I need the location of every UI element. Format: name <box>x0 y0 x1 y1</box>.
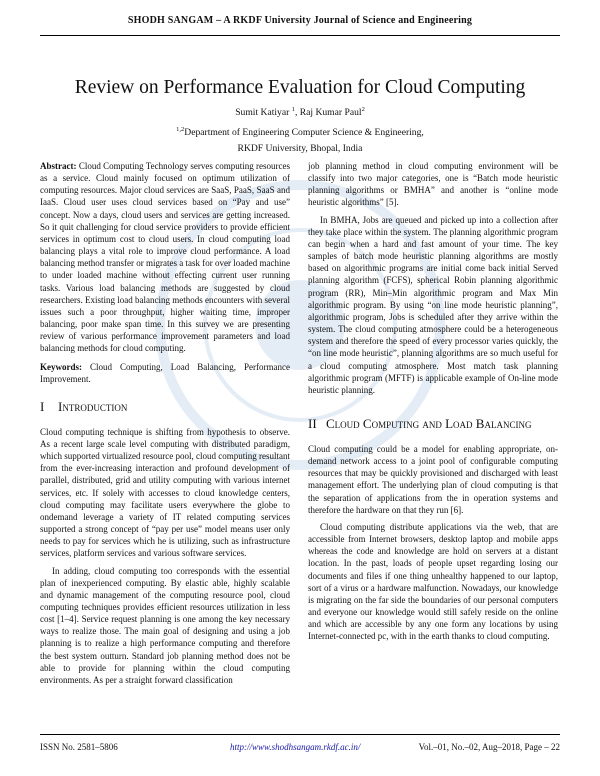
footer-url-link[interactable]: http://www.shodhsangam.rkdf.ac.in/ <box>230 742 361 752</box>
author-2: , Raj Kumar Paul <box>294 107 362 119</box>
keywords <box>40 361 290 385</box>
affiliation-line-2: RKDF University, Bhopal, India <box>237 143 363 155</box>
author-1-sup: 1 <box>291 106 295 113</box>
abstract-text: Cloud Computing Technology serves computing resources as a service. Cloud mainly focused on optimum utilization of computing resources. Major cloud services are SaaS, PaaS, SaaS and IaaS. Cloud user uses cloud services based on “Pay and use” concept. Now a days, cloud users and services are getting increased. So it quit challenging for cloud service providers to provide efficient services in optimum cost to cloud users. In cloud computing load balancing plays a vital role to improve cloud performance. A load balancing method transfer or migrates a task for over loaded machine to under loaded machine without effecting current user running tasks. Various load balancing methods are suggested by cloud researchers. Existing load balancing methods encounters with several issues such a poor throughput, higher waiting time, improper balancing, poor make span time. In this survey we are presenting review of various performance improvement parameters and load balancing methods for cloud computing. <box>40 161 290 354</box>
affiliation <box>40 122 560 157</box>
footer-rule <box>40 734 560 735</box>
footer-issn: ISSN No. 2581–5806 <box>40 742 118 752</box>
abstract-label: Abstract: <box>40 161 77 171</box>
right-column-paragraph-2: In BMHA, Jobs are queued and picked up into a collection after they take place within the system. The planning algorithmic program can begin when a hard and fast amount of your time. The key samples of batch mode heuristic planning algorithms are mostly based on algorithmic programs are initial come back initial Served planning algorithm (FCFS), spherical Robin planning algorithmic program (RR), Min–Min algorithmic program and Max Min algorithmic program. By using “on line mode heuristic planning”, algorithmic program, Jobs is scheduled after they arrive within the system. The cloud computing atmosphere could be a heterogeneous system and therefore the speed of every processor varies quickly, the “on line mode heuristic”, planning algorithms are so much useful for a cloud computing atmosphere. Most match task planning algorithmic program (MFTF) is applicable example of On-line mode heuristic planning. <box>308 214 558 395</box>
paper-title: Review on Performance Evaluation for Cloud Computing <box>74 77 526 99</box>
affiliation-sup: 1,2 <box>176 126 185 133</box>
section-1-paragraph-2: In adding, cloud computing too corresponds with the essential plan of inexperienced computing. By elastic able, highly scalable and dynamic management of the computing resource pool, cloud computing techniques provides efficient resources utilization in less cost [1–4]. Service request planning is one among the key necessary ways to realize those. The main goal of designing and using a job planning is to realize a high performance computing and therefore the best system outturn. Standard job planning method does not be able to provide for planning within the cloud computing environments. As per a straight forward classification <box>40 565 290 685</box>
section-2-heading <box>308 416 558 432</box>
right-column <box>308 160 558 642</box>
section-1-heading <box>40 399 290 415</box>
section-1-number: I <box>40 398 45 414</box>
section-2-paragraph-2: Cloud computing distribute applications via the web, that are accessible from Internet browsers, desktop laptop and mobile apps whereas the code and knowledge are hold on servers at a distant location. In the past, loads of people upset regarding losing our documents and files if one thing unhealthy happened to our laptop, sort of a virus or a hardware malfunction. Nowadays, our knowledge is migrating on the far side the boundaries of our personal computers and everyone our knowledge would still safely reside on the online and which are accessible by any one form any locations by using Internet-connected pc, with in the earth thanks to cloud computing. <box>308 521 558 642</box>
section-2-paragraph-1: Cloud computing could be a model for enabling appropriate, on-demand network access to a joint pool of configurable computing resources that may be quickly provisioned and discharged with least management effort. The underlying plan of cloud computing is that the separation of applications from the in operation systems and therefore the hardware on that they run [6]. <box>308 443 558 515</box>
section-2-title: Cloud Computing and Load Balancing <box>326 415 532 431</box>
header-rule <box>40 35 560 36</box>
keywords-label: Keywords: <box>40 361 82 372</box>
left-column <box>40 160 290 686</box>
journal-header: SHODH SANGAM – A RKDF University Journal of Science and Engineering <box>127 15 473 26</box>
authors <box>40 106 560 118</box>
section-1-title: Introduction <box>58 398 128 414</box>
keywords-text: Cloud Computing, Load Balancing, Performance Improvement. <box>40 361 291 384</box>
affiliation-line-1: Department of Engineering Computer Science & Engineering, <box>184 127 424 139</box>
right-column-paragraph-1: job planning method in cloud computing environment will be classify into two major categories, one is “Batch mode heuristic planning algorithms or BMHA” and another is “online mode heuristic algorithms” [5]. <box>308 161 558 208</box>
abstract <box>40 160 290 355</box>
section-2-number: II <box>308 415 317 431</box>
section-1-paragraph-1: Cloud computing technique is shifting from hypothesis to observe. As a recent large scale level computing with distributed paradigm, which supported virtualized resource pool, cloud computing resultant from the ever-increasing interaction and profound development of parallel, distributed, grid and utility computing with various internet services, etc. If solely with accesses to cloud knowledge centers, cloud computing may facilitate users everywhere the globe to ondemand leverage a variety of IT related computing services supported a strong concept of “pay per use” model means user only needs to pay for services which he is utilizing, such as infrastructure services, platform services and various software services. <box>40 426 290 559</box>
footer-volume: Vol.–01, No.–02, Aug–2018, Page – 22 <box>418 742 560 752</box>
author-2-sup: 2 <box>361 106 365 113</box>
author-1: Sumit Katiyar <box>235 107 290 119</box>
